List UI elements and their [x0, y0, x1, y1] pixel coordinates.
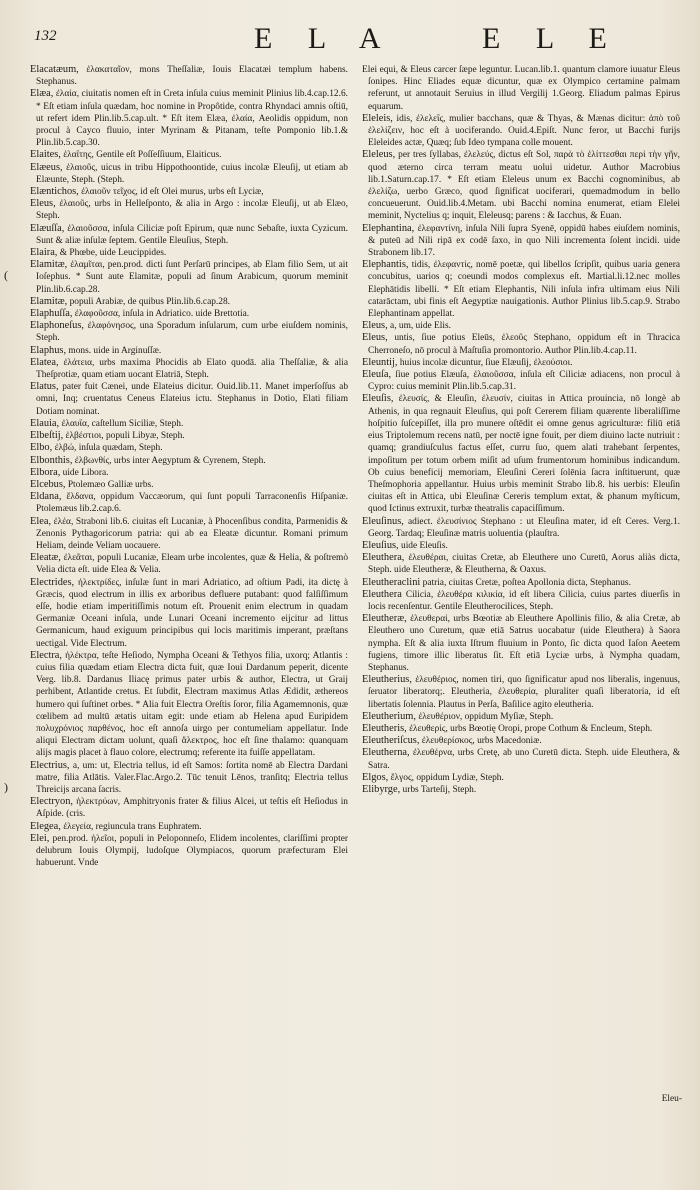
dictionary-entry [30, 247, 348, 259]
entry-headword: Elamitæ, [30, 295, 68, 307]
entry-text: populi Arabiæ, de quibus Plin.lib.6.cap.28. [69, 296, 230, 307]
entry-headword: Elacatæum, [30, 64, 79, 75]
dictionary-entry [30, 455, 348, 467]
dictionary-entry [30, 223, 348, 247]
page-number: 132 [34, 28, 57, 44]
dictionary-entry [362, 223, 680, 260]
entry-headword: Eleatæ, [30, 552, 61, 564]
dictionary-entry [362, 393, 680, 515]
entry-text: ἐλευσίς, & Eleuſin, ἐλευσίν, ciuitas in Attica prouincia, nō longè ab Athenis, in qua regnauit Eleuſius, qui poſt Cererem filiam quærente liberaliſſime hoſpitio ſuſcepiſſet, illa pro munere oſtēdit ei omne genus agriculturæ: filiū etiā eius Triptolemum recens natū, per noctē igne fouit, per diem diuino lacte nutriuit : quamq; grandiuſculus factus eſſet, curru ſuo, quem alati trahebant ſerpentes, impoſitum per totum orbem miſit ad uſum frumentorum hominibus indicandum. Ob cuius beneficij memoriam, Eleuſini Cereri ſolēnia ſacra inſtituerunt, quæ Theſmophoria appellantur. Huius urbis meminit Strabo lib.8. his uerbis: Eleuſin ciuitas eſt in Attica, ubi Eleuſinæ Cereris templum extat, & phanum myſticum, quod Ictinus extruxit, turbæ theatralis capaciſſimum. [368, 394, 681, 515]
entry-headword: Elbeſtij, [30, 430, 64, 442]
entry-headword: Elamitæ, [30, 259, 68, 271]
entry-headword: Elaphoneſus, [30, 320, 84, 332]
dictionary-entry [30, 198, 348, 222]
entry-headword: Electrides, [30, 576, 75, 588]
entry-text: ἐλευθέριος, nomen tiri, quo ſignificatur apud nos liberalis, ingenuus, ſeruator liberatorq;. Eleutheria, ἐλευθερία, pluraliter quaſi liberatoria, id eſt libertatis ſolennia. Plautus in Perſa, Baſilice agito eleutheria. [368, 675, 681, 710]
entry-headword: Elæeus, [30, 161, 63, 173]
dictionary-entry [362, 589, 680, 613]
entry-text: ἐλέα, Straboni lib.6. ciuitas eſt Lucaniæ, à Phocenſibus condita, Parmenidis & Zenonis Pythagoricorum patria: qui ab ea Eleatæ dicuntur. Romani primum Heliam, deinde Veliam uocauere. [36, 516, 348, 551]
dictionary-entry [30, 259, 348, 296]
dictionary-entry [30, 516, 348, 553]
entry-text: ἐλβωνθίς, urbs inter Aegyptum & Cyrenem, Steph. [74, 455, 266, 466]
entry-headword: Elæa, [30, 88, 54, 100]
dictionary-entry [30, 64, 348, 88]
entry-headword: Elea, [30, 515, 52, 527]
entry-headword: Eleutheræ, [362, 613, 407, 625]
dictionary-entry [30, 162, 348, 186]
entry-headword: Elbo, [30, 442, 53, 454]
dictionary-entry [30, 308, 348, 320]
dictionary-entry [362, 772, 680, 784]
left-column [30, 64, 348, 869]
entry-headword: Elcebus, [30, 478, 66, 490]
dictionary-entry [362, 332, 680, 356]
dictionary-entry [362, 149, 680, 222]
dictionary-entry [362, 113, 680, 150]
margin-bracket-mark: ( [4, 268, 8, 282]
entry-headword: Eleutherius, [362, 674, 412, 686]
entry-text: pen.prod. ἠλεῖοι, populi in Peloponneſo, Elidem incolentes, clariſſimi propter delubrum Iouis Olympij, ludoſque Olympiacos, quorum præfecturam Elei habuerunt. Vnde [36, 833, 349, 869]
entry-headword: Eleus, [362, 320, 388, 332]
dictionary-entry [30, 186, 348, 198]
dictionary-entry [30, 442, 348, 454]
dictionary-entry [362, 735, 680, 747]
entry-text: ἐλακαταῖον, mons Theſſaliæ, Iouis Elacatæi templum habens. Stephanus. [36, 65, 349, 88]
entry-headword: Elibyrge, [362, 783, 401, 795]
entry-text: tidis, ἐλεφαντίς, nomē poetæ, qui libellos ſcripſit, quibus uaria genera concubitus, uarios q; coeundi modos complexus eſt. Martial.li.12.nec molles Elephātidis libelli. * Eſt etiam Elephantis, Nili inſula infra ultimam eius Nili catarāctam, ubi finis eſt Aegyptiæ nauigationis. Author Plinius lib.5.cap.9. Strabo Elephantinam appellat. [368, 260, 680, 320]
page-header [24, 22, 678, 62]
dictionary-entry [362, 540, 680, 552]
entry-text: pater fuit Cænei, unde Elateius dicitur. Ouid.lib.11. Manet imperſoſſus ab omni, Inq; cruentatus Ceneus Elateius ictu. Stephanus in Dotio, Elati filiam Dotiam nominat. [36, 382, 349, 417]
entry-text: ἐλαφοῦσσα, inſula in Adriatico. uide Brettotia. [74, 309, 250, 320]
dictionary-entry [30, 796, 348, 820]
dictionary-entry [30, 833, 348, 870]
catchword: Eleu- [661, 1094, 682, 1104]
dictionary-entry [362, 64, 680, 113]
entry-headword: Eleuſinus, [362, 515, 404, 527]
dictionary-entry [362, 613, 680, 674]
entry-text: Ptolemæo Galliæ urbs. [67, 479, 154, 490]
dictionary-entry [30, 296, 348, 308]
entry-text: ἐλβέστιοι, populi Libyæ, Steph. [65, 431, 185, 442]
entry-text: ſiue potius Elæuſa, ἐλαιοῦσσα, inſula eſt Ciliciæ adiacens, non procul à Cypro: cuius meminit Plin.lib.5.cap.31. [368, 370, 680, 393]
entry-text: Cilicia, ἐλευθέρα κιλικία, id eſt libera Cilicia, cuius partes diuerſis in locis recenſentur. Gentile Eleutherocilices, Steph. [368, 589, 681, 612]
running-head-left: E L A [254, 22, 395, 55]
dictionary-entry [362, 259, 680, 320]
entry-headword: Eleleus, [362, 149, 396, 161]
entry-text: a, um: ut, Electria tellus, id eſt Samos: ſortita nomē ab Electra Dardani matre, filia Atlātis. Valer.Flac.Argo.2. Tūc tenuit Lēnos, tranſitq; Electria tellus Threicijs arcana ſacris. [36, 760, 348, 795]
entry-text: ἐλευθεραί, urbs Bœotiæ ab Eleuthere Apollinis filio, & alia Cretæ, ab Eleuthero uno Curetum, quæ etiā Satrus uocabatur (uide Eleuthera) à Saora nympha. Eſt & alia iuxta Iſtrum fluuium in Ponto, ſic dicta quod Iaſon Aeetem fugiens, timore illic liberatus ſit. Eſt etiā Lyciæ urbs, à Nympha quadam, Stephanus. [368, 614, 681, 673]
entry-headword: Eleus, [30, 198, 56, 210]
entry-headword: Eleuſa, [362, 369, 392, 381]
entry-headword: Eleuthera [362, 588, 402, 600]
entry-headword: Electrius, [30, 759, 70, 771]
entry-headword: Elephantis, [362, 259, 409, 271]
margin-bracket-mark: ) [4, 780, 8, 794]
entry-headword: Elatus, [30, 381, 59, 393]
entry-headword: Electryon, [30, 796, 73, 808]
right-column [362, 64, 680, 796]
dictionary-entry [30, 345, 348, 357]
entry-headword: Elegea, [30, 820, 61, 832]
entry-text: patria, ciuitas Cretæ, poſtea Apollonia dicta, Stephanus. [422, 577, 631, 588]
entry-text: ἐλευθερίσκος, urbs Macedoniæ. [421, 736, 542, 747]
entry-text: ἐλευθερίς, urbs Bœotię Oropi, prope Cothum & Encleum, Steph. [409, 723, 653, 734]
entry-headword: Elgos, [362, 771, 389, 783]
entry-headword: Elatea, [30, 356, 59, 368]
entry-text: ἐλαιοῦν τεῖχος, id eſt Olei murus, urbs eſt Lyciæ, [81, 187, 264, 198]
entry-text: ἐλευθέραι, ciuitas Cretæ, ab Eleuthere uno Curetū, Aorus aliàs dicta, Steph. uide Eleutheræ, & Eleutherna, & Oaxus. [368, 553, 681, 576]
entry-text: ἠλεκτρύων, Amphitryonis frater & filius Alcei, ut teſtis eſt Heſiodus in Aſpide. (cris. [36, 797, 348, 820]
entry-text: adiect. ἐλευσίνιος Stephano : ut Eleuſina mater, id eſt Ceres. Verg.1. Georg. Tardaq; Eleuſinæ matris uoluentia (plauſtra. [368, 516, 680, 539]
dictionary-entry [30, 381, 348, 418]
entry-text: ἐλεᾶται, populi Lucaniæ, Eleam urbe incolentes, quæ & Helia, & poſtremò Velia dicta eſt. uide Elea & Velia. [36, 553, 349, 576]
entry-text: ἔλδανα, oppidum Vaccæorum, qui ſunt populi Tarraconenſis Hiſpaniæ. Ptolemæus lib.2.cap.6. [36, 492, 349, 515]
entry-headword: Elaites, [30, 149, 61, 161]
dictionary-entry [30, 491, 348, 515]
entry-headword: Elei, [30, 832, 50, 844]
dictionary-entry [30, 479, 348, 491]
dictionary-entry [362, 369, 680, 393]
entry-text: & Phœbe, uide Leucippides. [59, 248, 167, 259]
dictionary-entry [30, 88, 348, 149]
entry-headword: Eleuthera, [362, 552, 405, 564]
entry-headword: Elaphus, [30, 344, 67, 356]
entry-text: ἐλεφαντίνη, inſula Nili ſupra Syenē, oppidū habes eiuſdem nominis, & puteū ad Nili ripā ex codē ſaxo, in quo Nili incrementa ſolent incidi. uide Strabonem lib.17. [368, 223, 681, 259]
dictionary-entry [30, 650, 348, 760]
entry-text: Elei equi, & Eleus carcer ſæpe leguntur. Lucan.lib.1. quantum clamore iuuatur Eleus ſonipes. Hinc Eliades equæ dicuntur, quæ ex Olympico certamine palmam referunt, ut annotauit Seruius in illud Vergilij 1.Georg. Eliadum palmas Epirus equarum. [362, 65, 680, 112]
dictionary-entry [362, 784, 680, 796]
entry-headword: Eleutheriſcus, [362, 735, 420, 747]
dictionary-entry [362, 577, 680, 589]
dictionary-entry [362, 552, 680, 576]
entry-text: urbs Tarteſij, Steph. [402, 784, 477, 795]
dictionary-entry [30, 320, 348, 344]
entry-headword: Eleleis, [362, 112, 393, 124]
dictionary-entry [30, 357, 348, 381]
entry-headword: Eleutherium, [362, 710, 416, 722]
entry-headword: Elbora, [30, 466, 61, 478]
dictionary-entry [30, 577, 348, 650]
entry-headword: Elaphuſſa, [30, 308, 73, 320]
entry-headword: Elaira, [30, 247, 58, 259]
entry-text: huius incolæ dicuntur, ſiue Elæuſij, ἐλεούσιοι. [399, 357, 573, 368]
entry-text: uide Eleuſis. [401, 540, 448, 551]
dictionary-entry [30, 467, 348, 479]
entry-text: ἐλευθέρνα, urbs Cretę, ab uno Curetū dicta. Steph. uide Eleuthera, & Satra. [368, 748, 680, 771]
entry-text: ἐλαΐτης, Gentile eſt Poſſeſſiuum, Elaiticus. [63, 150, 222, 161]
entry-text: uide Libora. [62, 467, 109, 478]
entry-headword: Eleutherna, [362, 747, 410, 759]
entry-text: ἐλεγεία, regiuncula trans Euphratem. [63, 821, 202, 832]
entry-text: ἐλευθέριον, oppidum Myſiæ, Steph. [418, 711, 554, 722]
entry-headword: Eleutheris, [362, 722, 407, 734]
entry-headword: Eleutheraclini [362, 576, 421, 588]
entry-text: a, um, uide Elis. [390, 321, 451, 332]
dictionary-entry [362, 357, 680, 369]
entry-headword: Elæuſſa, [30, 222, 65, 234]
entry-text: ἔλγος, oppidum Lydiæ, Steph. [390, 772, 504, 783]
entry-headword: Elæntichos, [30, 186, 79, 198]
dictionary-entry [362, 747, 680, 771]
dictionary-entry [362, 516, 680, 540]
entry-text: untis, ſiue potius Eleūs, ἐλεοῦς Stephano, oppidum eſt in Thracica Cherroneſo, nō procul à Maſtuſia promontorio. Author Plin.lib.4.cap.11. [368, 333, 681, 356]
dictionary-entry [362, 674, 680, 711]
entry-text: ἠλεκτρίδες, inſulæ ſunt in mari Adriatico, ad oſtium Padi, ita dictę à Græcis, quod electrum in illis ex arboribus defluere putabant: quod falſiſſimum eſſe, hodie etiam imperitiſſimis notum eſt. Prouenit enim electrum in quadam Germaniæ Oceani inſula, unde Lunari Oceani incremento eijcitur ad littus Germanicum, haud exiguum principibus qui locis maritimis imperant, præſtans uectigal. Vide Electrum. [36, 577, 349, 649]
entry-text: ἐλαιοῦς, uicus in tribu Hippothoontide, cuius incolæ Eleuſij, ut etiam ab Elæunte, Steph. (Steph. [36, 162, 348, 185]
entry-text: ἐλαία, ciuitatis nomen eſt in Creta inſula cuius meminit Plinius lib.4.cap.12.6. * Eſt etiam inſula quædam, hoc nomine in Propôtide, contra Rhyndaci amnis oſtiū, ut refert idem Plin.lib.5.cap.ult. * Eſt item Elæa, ἐλαία, Aeolidis oppidum, non procul à Cayco fluuio, inter Myrinam & Pitanam, teſte Pomponio lib.1.& Plin.lib.5.cap.30. [36, 89, 348, 149]
entry-text: ἐλάτεια, urbs maxima Phocidis ab Elato quodā. alia Theſſaliæ, & alia Theſprotiæ, quam etiam uocant Elatriā, Steph. [36, 357, 349, 381]
entry-text: mons. uide in Arginuſſæ. [68, 345, 162, 356]
entry-headword: Eldana, [30, 491, 62, 503]
entry-headword: Elauia, [30, 417, 60, 429]
entry-headword: Eleuſis, [362, 393, 394, 405]
entry-text: ἠλέκτρα, teſte Heſiodo, Nympha Oceani & Tethyos filia, uxorq; Atlantis : cuius filia quædam etiam Electra dicta fuit, quæ Ioui Dardanum peperit, dicente Verg. lib.8. Dardanus Iliacę primus pater urbis & author, Electra, ut Graij perhibent, Atlantide cretus. Et ſubdit, Electram maximus Atlas Ædidit, æthereos humero qui ſuſtinet orbes. * Alia fuit Electra Oreſtis ſoror, filia Agamemnonis, quæ cœlibem ad multū ætatis uitam egit: unde etiam ab Helena apud Euripidem πολυχρόνιος παρθένος, hoc eſt annoſa uirgo per contumeliam appellatur. Inde aliqui Electram dictam uolunt, quaſi ἄλεκτρος, hoc eſt ſine thalamo: quanquam alijs magis placet à flauo colore, electrumq; referente ita fuiſſe appellatam. [36, 650, 349, 759]
dictionary-entry [30, 418, 348, 430]
dictionary-entry [30, 760, 348, 797]
entry-text: ἐλαυΐα, caſtellum Siciliæ, Steph. [61, 418, 184, 429]
dictionary-entry [362, 711, 680, 723]
entry-headword: Elbonthis, [30, 454, 73, 466]
entry-headword: Elephantina, [362, 222, 415, 234]
entry-headword: Eleus, [362, 332, 388, 344]
entry-text: ἐλβώ, inſula quædam, Steph. [54, 443, 163, 454]
dictionary-entry [30, 430, 348, 442]
dictionary-entry [362, 723, 680, 735]
entry-headword: Eleuntij, [362, 356, 398, 368]
entry-text: per tres ſyllabas, ἐλελεύς, dictus eſt Sol, παρὰ τὸ ἑλίττεσθαι περὶ τὴν γῆν, quod æterno circa terram meatu uolui uidetur. Author Macrobius lib.1.Saturn.cap.17. * Eſt etiam Eleleus unum ex Bacchi cognominibus, ab ἐλελίζω, uerbo Græco, quod ſignificat uociferari, quemadmodum in bello concueuerunt. Ouid.lib.4.Metam. ubi Bacchi nomina enumerat, etiam Elelei meminit, Nyctelius q; inquit, Eleleusq; parens : & Iacchus, & Euan. [368, 150, 681, 222]
running-head-right: E L E [482, 22, 621, 55]
dictionary-entry [30, 149, 348, 161]
entry-headword: Eleuſius, [362, 539, 399, 551]
dictionary-entry [362, 320, 680, 332]
dictionary-entry [30, 552, 348, 576]
entry-headword: Electra, [30, 649, 63, 661]
entry-text: ἐλαφόνησος, una Sporadum inſularum, cum urbe eiuſdem nominis, Steph. [36, 321, 349, 344]
entry-text: idis, ἐλελεΐς, mulier bacchans, quæ & Thyas, & Mænas dicitur: ἀπὸ τοῦ ἐλελίζειν, hoc eſt à uociferando. Ouid.4.Epiſt. Nunc feror, ut Bacchi furijs Eleleides actæ, Quæq; ſub Ideo tympana colle mouent. [368, 113, 680, 149]
entry-text: ἐλαιοῦσσα, inſula Ciliciæ poſt Epirum, quæ nunc Sebaſte, iuxta Cyzicum. Sunt & aliæ inſulæ ſeptem. Gentile Eleuſius, Steph. [36, 223, 348, 246]
entry-text: ἐλαμῖται, pen.prod. dicti ſunt Perſarū principes, ab Elam filio Sem, ut ait Ioſephus. * Sunt aute Elamitæ, populi ad ſinum Arabicum, quorum meminit Plin.lib.6.cap.28. [36, 260, 349, 295]
entry-text: ἐλαιοῦς, urbs in Helleſponto, & alia in Argo : incolæ Eleuſij, ut ab Elæo, Steph. [36, 199, 348, 222]
dictionary-entry [30, 821, 348, 833]
